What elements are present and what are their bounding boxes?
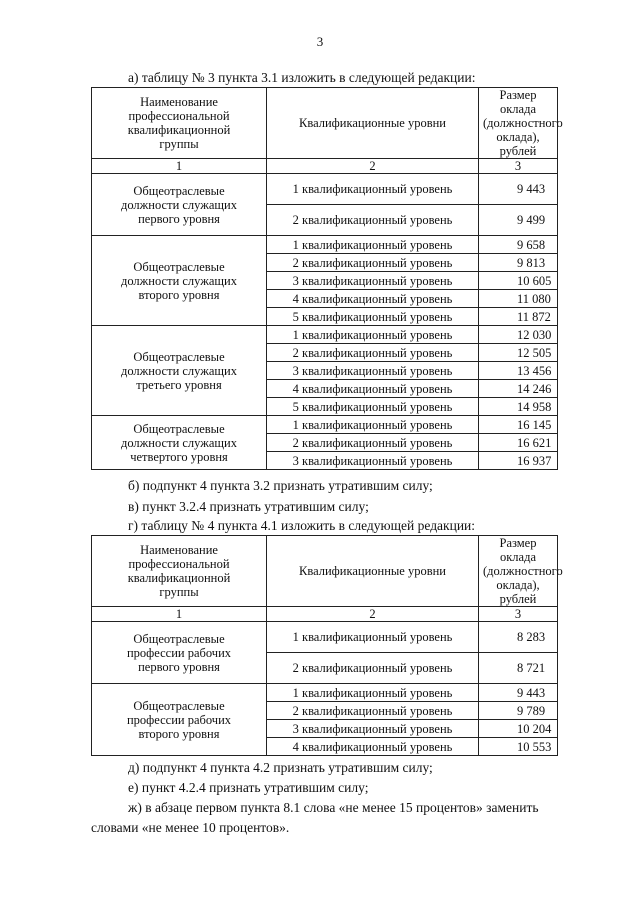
column-number: 1 [92, 607, 267, 622]
header-salary-line: Размер оклада [499, 536, 537, 564]
header-salary-line: оклада), рублей [496, 578, 540, 606]
qualification-level-cell: 3 квалификационный уровень [267, 272, 479, 290]
header-salary-line: (должностного [483, 116, 563, 130]
group-name-line: четвертого уровня [130, 449, 228, 464]
salary-cell: 16 145 [479, 416, 558, 434]
qualification-level-cell: 1 квалификационный уровень [267, 622, 479, 653]
qualification-level-cell: 3 квалификационный уровень [267, 362, 479, 380]
group-name-line: первого уровня [138, 659, 220, 674]
qualification-level-cell: 1 квалификационный уровень [267, 236, 479, 254]
group-name-cell [92, 684, 267, 756]
salary-cell: 9 499 [479, 205, 558, 236]
group-name-line: должности служащих [120, 197, 237, 212]
salary-cell: 10 605 [479, 272, 558, 290]
group-name-cell [92, 416, 267, 470]
paragraph-zh-continued: словами «не менее 10 процентов». [91, 820, 290, 835]
header-group-line: профессиональной [128, 557, 230, 571]
salary-cell: 11 872 [479, 308, 558, 326]
salary-cell: 14 958 [479, 398, 558, 416]
table-4 [91, 535, 563, 756]
qualification-level-cell: 1 квалификационный уровень [267, 416, 479, 434]
qualification-level-cell: 3 квалификационный уровень [267, 720, 479, 738]
group-name-line: второго уровня [138, 287, 220, 302]
table-row [92, 416, 558, 434]
header-group-line: Наименование [140, 95, 218, 109]
table-4-body [92, 622, 558, 756]
salary-cell: 16 621 [479, 434, 558, 452]
header-group-line: квалификационной [127, 123, 231, 137]
salary-cell: 11 080 [479, 290, 558, 308]
salary-cell: 9 443 [479, 684, 558, 702]
header-group-line: группы [159, 137, 199, 151]
header-group-line: группы [159, 585, 199, 599]
salary-cell: 8 721 [479, 653, 558, 684]
column-number: 2 [267, 607, 479, 622]
group-name-line: профессии рабочих [126, 645, 232, 660]
salary-cell: 13 456 [479, 362, 558, 380]
table-row [92, 622, 558, 653]
column-number: 1 [92, 159, 267, 174]
table-row [92, 236, 558, 254]
salary-cell: 10 204 [479, 720, 558, 738]
group-name-cell [92, 174, 267, 236]
header-salary [479, 536, 563, 607]
qualification-level-cell: 2 квалификационный уровень [267, 653, 479, 684]
group-name-cell [92, 326, 267, 416]
header-levels: Квалификационные уровни [267, 88, 479, 159]
group-name-line: должности служащих [120, 273, 237, 288]
salary-cell: 12 505 [479, 344, 558, 362]
salary-cell: 14 246 [479, 380, 558, 398]
group-name-line: Общеотраслевые [133, 349, 225, 364]
qualification-level-cell: 2 квалификационный уровень [267, 254, 479, 272]
salary-cell: 12 030 [479, 326, 558, 344]
header-salary-line: (должностного [483, 564, 563, 578]
paragraph-a: а) таблицу № 3 пункта 3.1 изложить в следующей редакции: [128, 70, 476, 85]
qualification-level-cell: 2 квалификационный уровень [267, 434, 479, 452]
salary-cell: 9 443 [479, 174, 558, 205]
header-levels: Квалификационные уровни [267, 536, 479, 607]
column-number: 3 [479, 607, 558, 622]
column-number: 3 [479, 159, 558, 174]
table-3 [91, 87, 563, 470]
group-name-line: Общеотраслевые [133, 631, 225, 646]
qualification-level-cell: 5 квалификационный уровень [267, 308, 479, 326]
header-group-name [92, 88, 267, 159]
header-salary [479, 88, 563, 159]
page-number: 3 [316, 34, 324, 49]
qualification-level-cell: 3 квалификационный уровень [267, 452, 479, 470]
group-name-line: второго уровня [138, 726, 220, 741]
salary-cell: 8 283 [479, 622, 558, 653]
qualification-level-cell: 1 квалификационный уровень [267, 174, 479, 205]
header-group-line: Наименование [140, 543, 218, 557]
group-name-cell [92, 622, 267, 684]
group-name-line: третьего уровня [136, 377, 222, 392]
salary-cell: 9 658 [479, 236, 558, 254]
table-row [92, 326, 558, 344]
qualification-level-cell: 2 квалификационный уровень [267, 344, 479, 362]
header-salary-line: оклада), рублей [496, 130, 540, 158]
paragraph-g: г) таблицу № 4 пункта 4.1 изложить в следующей редакции: [128, 518, 476, 533]
qualification-level-cell: 4 квалификационный уровень [267, 380, 479, 398]
group-name-line: должности служащих [120, 435, 237, 450]
group-name-line: Общеотраслевые [133, 259, 225, 274]
table-3-body [92, 174, 558, 470]
qualification-level-cell: 1 квалификационный уровень [267, 326, 479, 344]
salary-cell: 9 813 [479, 254, 558, 272]
table-row [92, 174, 558, 205]
header-group-line: профессиональной [128, 109, 230, 123]
header-salary-line: Размер оклада [499, 88, 537, 116]
paragraph-zh: ж) в абзаце первом пункта 8.1 слова «не менее 15 процентов» заменить [128, 800, 539, 815]
group-name-cell [92, 236, 267, 326]
qualification-level-cell: 4 квалификационный уровень [267, 738, 479, 756]
qualification-level-cell: 4 квалификационный уровень [267, 290, 479, 308]
paragraph-e: е) пункт 4.2.4 признать утратившим силу; [128, 780, 369, 795]
qualification-level-cell: 2 квалификационный уровень [267, 205, 479, 236]
qualification-level-cell: 5 квалификационный уровень [267, 398, 479, 416]
header-group-name [92, 536, 267, 607]
paragraph-b: б) подпункт 4 пункта 3.2 признать утратившим силу; [128, 478, 433, 493]
header-group-line: квалификационной [127, 571, 231, 585]
salary-cell: 10 553 [479, 738, 558, 756]
group-name-line: должности служащих [120, 363, 237, 378]
table-row [92, 684, 558, 702]
paragraph-d: д) подпункт 4 пункта 4.2 признать утратившим силу; [128, 760, 433, 775]
group-name-line: первого уровня [138, 211, 220, 226]
column-number: 2 [267, 159, 479, 174]
group-name-line: Общеотраслевые [133, 421, 225, 436]
paragraph-v: в) пункт 3.2.4 признать утратившим силу; [128, 499, 369, 514]
group-name-line: Общеотраслевые [133, 183, 225, 198]
group-name-line: Общеотраслевые [133, 698, 225, 713]
salary-cell: 9 789 [479, 702, 558, 720]
salary-cell: 16 937 [479, 452, 558, 470]
qualification-level-cell: 2 квалификационный уровень [267, 702, 479, 720]
group-name-line: профессии рабочих [126, 712, 232, 727]
qualification-level-cell: 1 квалификационный уровень [267, 684, 479, 702]
